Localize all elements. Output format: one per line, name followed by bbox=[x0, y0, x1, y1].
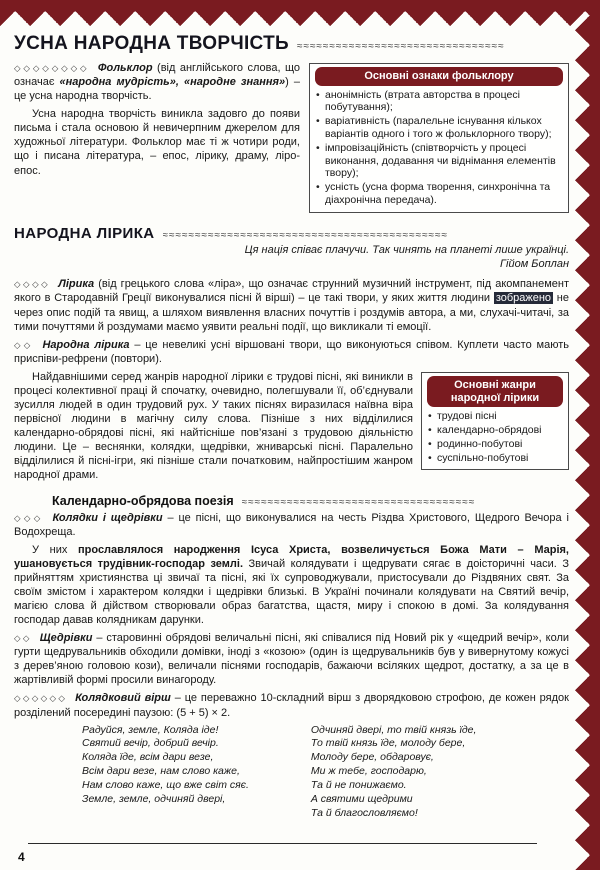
narodna-lyrika-text: – це невеликі усні віршовані твори, що виконуються співом. Куплети часто мають приспіви-рефрени (повтори). bbox=[14, 338, 569, 365]
feature-item: • варіативність (паралельне існування кількох варіантів одного і того ж фольклорного твору); bbox=[315, 115, 563, 141]
verse-line: Та й не понижаємо. bbox=[310, 779, 407, 792]
diamond-chain-icon: ◇◇◇◇ bbox=[14, 279, 51, 290]
lyric-squiggle-decoration: ≈≈≈≈≈≈≈≈≈≈≈≈≈≈≈≈≈≈≈≈≈≈≈≈≈≈≈≈≈≈≈≈≈≈≈≈≈≈≈≈≈≈≈≈ bbox=[162, 229, 449, 241]
term-folklore: Фольклор bbox=[97, 62, 153, 74]
verse-line: Святий вечір, добрий вечір. bbox=[82, 737, 219, 750]
verse-left-column bbox=[82, 724, 249, 821]
right-zigzag-border bbox=[575, 0, 600, 870]
genres-box bbox=[421, 372, 569, 470]
features-box-title: Основні ознаки фольклору bbox=[315, 67, 563, 86]
diamond-chain-icon: ◇◇◇◇◇◇◇◇ bbox=[14, 63, 90, 73]
title-row bbox=[14, 33, 569, 55]
verse-line: Всім дари везе, нам слово каже, bbox=[82, 765, 240, 778]
features-list bbox=[315, 89, 563, 207]
diamond-chain-icon: ◇◇◇◇◇◇ bbox=[14, 693, 68, 704]
kolyadky-definition bbox=[14, 511, 569, 539]
glorify-bold: прославлялося народження Ісуса Христа, возвеличується Божа Мати – Марія, ушановується трудівник-господар землі. bbox=[14, 543, 569, 570]
term-shchedrivky: Щедрівки bbox=[39, 632, 93, 645]
folklore-features-box bbox=[309, 63, 569, 213]
folklore-text-tail: ) – це усна народна творчість. bbox=[14, 76, 300, 103]
verse-line: Молоду бере, обдаровує, bbox=[310, 751, 434, 764]
shchedrivky-definition bbox=[14, 631, 569, 687]
verse-line: Земле, земле, одчиняй двері, bbox=[82, 792, 226, 805]
verse-line: Та й благословляємо! bbox=[310, 806, 418, 819]
calendar-section-title: Календарно-обрядова поезія bbox=[52, 493, 234, 508]
diamond-chain-icon: ◇◇◇ bbox=[14, 512, 44, 523]
genres-list bbox=[427, 410, 563, 464]
genre-item: • календарно-обрядові bbox=[427, 424, 563, 437]
title-squiggle-decoration: ≈≈≈≈≈≈≈≈≈≈≈≈≈≈≈≈≈≈≈≈≈≈≈≈≈≈≈≈≈≈≈≈ bbox=[296, 41, 505, 52]
virsh-definition bbox=[14, 691, 569, 719]
footer-rule bbox=[28, 843, 537, 844]
verse-line: Ми ж тебе, господарю, bbox=[310, 765, 427, 778]
folklore-quotes: «народна мудрість», «народне знання» bbox=[59, 76, 286, 89]
epigraph-author: Гійом Боплан bbox=[500, 258, 569, 271]
right-border-bar bbox=[590, 0, 600, 870]
verse-line: Радуйся, земле, Коляда іде! bbox=[82, 723, 219, 736]
verse-line: Коляда їде, всім дари везе, bbox=[82, 751, 214, 764]
lyrika-text-tail: не через опис подій та явищ, а шляхом виявлення власних почуттів і роздумів автора, а ми, слухачі-читачі, за тими почуттями й роздумами маємо уявити реальні події, що викликали ті емоції. bbox=[14, 292, 569, 333]
verse-line: Одчиняй двері, то твій князь їде, bbox=[310, 723, 477, 736]
genres-block bbox=[14, 370, 569, 487]
epigraph bbox=[14, 243, 569, 272]
right-border-teeth bbox=[575, 0, 590, 870]
narodna-lyrika-definition bbox=[14, 338, 569, 366]
verse-line: А святими щедрими bbox=[310, 792, 413, 805]
calendar-squiggle-decoration: ≈≈≈≈≈≈≈≈≈≈≈≈≈≈≈≈≈≈≈≈≈≈≈≈≈≈≈≈≈≈≈≈≈≈≈≈ bbox=[241, 496, 476, 508]
glorify-rest: Звичай колядувати і щедрувати сягає в доісторичні часи. З прийняттям християнства ці звичаї та пісні, які їх супроводжували, пристосували до Різдвяних свят. За своїм змістом і характером колядки і щедрівки близькі. В Україні починали колядувати на Святий вечір, магією слова й дійством створювали образ багатства, щастя, миру і спокою в домі. За колядування господар давав колядникам дарунки. bbox=[14, 557, 569, 627]
kolyadky-text: – це пісні, що виконувалися на честь Різдва Христового, Щедрого Вечора і Водохреща. bbox=[14, 511, 569, 538]
term-narodna-lyrika: Народна лірика bbox=[42, 338, 130, 351]
lyric-section-header bbox=[14, 225, 569, 242]
page-content bbox=[14, 31, 569, 870]
diamond-chain-icon: ◇◇ bbox=[14, 633, 32, 644]
term-virsh: Колядковий вірш bbox=[75, 692, 171, 705]
term-kolyadky: Колядки і щедрівки bbox=[52, 511, 163, 524]
highlighted-word: зображено bbox=[495, 292, 552, 305]
epigraph-text: Ця нація співає плачучи. Так чинять на планеті лише українці. bbox=[244, 243, 569, 256]
page-number: 4 bbox=[18, 850, 25, 864]
verse-right-column bbox=[311, 724, 477, 821]
folklore-text: (від англійського слова, що означає bbox=[14, 62, 300, 89]
shchedrivky-text: – старовинні обрядові величальні пісні, які співалися під Новий рік у «щедрий вечір», коли гурти щедрувальників обходили домівки, іноді з «козою» (один із щедрувальників був у вивернутому кожусі з дерев’яною головою кози), величали піснями господарів, бажаючи всіляких щедрот, достатку, а за це в жартівливій формі просили винагороду. bbox=[14, 632, 570, 687]
virsh-text: – це переважно 10-складний вірш з дворядковою строфою, де кожен рядок розділений посередині паузою: (5 + 5) × 2. bbox=[14, 692, 569, 719]
diamond-chain-icon: ◇◇ bbox=[14, 339, 34, 350]
genre-item: • суспільно-побутові bbox=[427, 452, 563, 465]
term-lyrika: Лірика bbox=[58, 278, 95, 291]
folklore-block bbox=[14, 61, 569, 217]
carol-verse bbox=[14, 724, 569, 821]
genres-box-title: Основні жанри народної лірики bbox=[427, 376, 563, 407]
top-zigzag-border bbox=[0, 0, 600, 26]
lyrika-text: (від грецького слова «ліра», що означає струнний музичний інструмент, під акомпанемент якого в Стародавній Греції виконувалися пісні й вірші) – це такі твори, у яких життя людини bbox=[14, 278, 569, 305]
page-title: УСНА НАРОДНА ТВОРЧІСТЬ bbox=[14, 33, 289, 54]
top-border-teeth bbox=[0, 11, 600, 26]
genre-item: • трудові пісні bbox=[427, 410, 563, 423]
feature-item: • усність (усна форма творення, синхронічна та діахронічна передача). bbox=[315, 181, 563, 207]
glorify-lead: У них bbox=[32, 543, 78, 556]
feature-item: • імпровізаційність (співтворчість у процесі виконання, додавання чи віднімання елементів твору); bbox=[315, 142, 563, 180]
calendar-section-header bbox=[14, 494, 569, 508]
verse-line: То твій князь їде, молоду бере, bbox=[310, 737, 466, 750]
feature-item: • анонімність (втрата авторства в процесі побутування); bbox=[315, 89, 563, 115]
genres-paragraph: Найдавнішими серед жанрів народної лірики є трудові пісні, які виникли в процесі колективної праці й спочатку, очевидно, полегшували її, об’єднували зусилля людей в один трудовий рух. У таких піснях виразилася наївна віра первісної людини в магічну силу слова. Пізніше з них відділилися календарно-обрядові пісні, які найтісніше пов’язані з трудовою діяльністю людини. Це – веснянки, колядки, щедрівки, жниварські пісні. Паралельно відділилися й пісні-ігри, які пізніше стали початковим, найпростішим жанром народної драми. bbox=[14, 370, 413, 482]
top-border-bar bbox=[0, 0, 600, 11]
glorify-paragraph bbox=[14, 543, 569, 627]
intro-paragraph: Усна народна творчість виникла задовго до появи письма і стала основою й невичерпним джерелом для художньої літератури. Фольклор має ті ж чотири роди, що і писана література, – епос, лірику, драму, ліро-епос. bbox=[14, 108, 300, 177]
verse-line: Нам слово каже, що вже світ сяє. bbox=[82, 779, 249, 792]
genre-item: • родинно-побутові bbox=[427, 438, 563, 451]
lyric-section-title: НАРОДНА ЛІРИКА bbox=[14, 224, 155, 242]
lyrika-definition bbox=[14, 277, 569, 333]
